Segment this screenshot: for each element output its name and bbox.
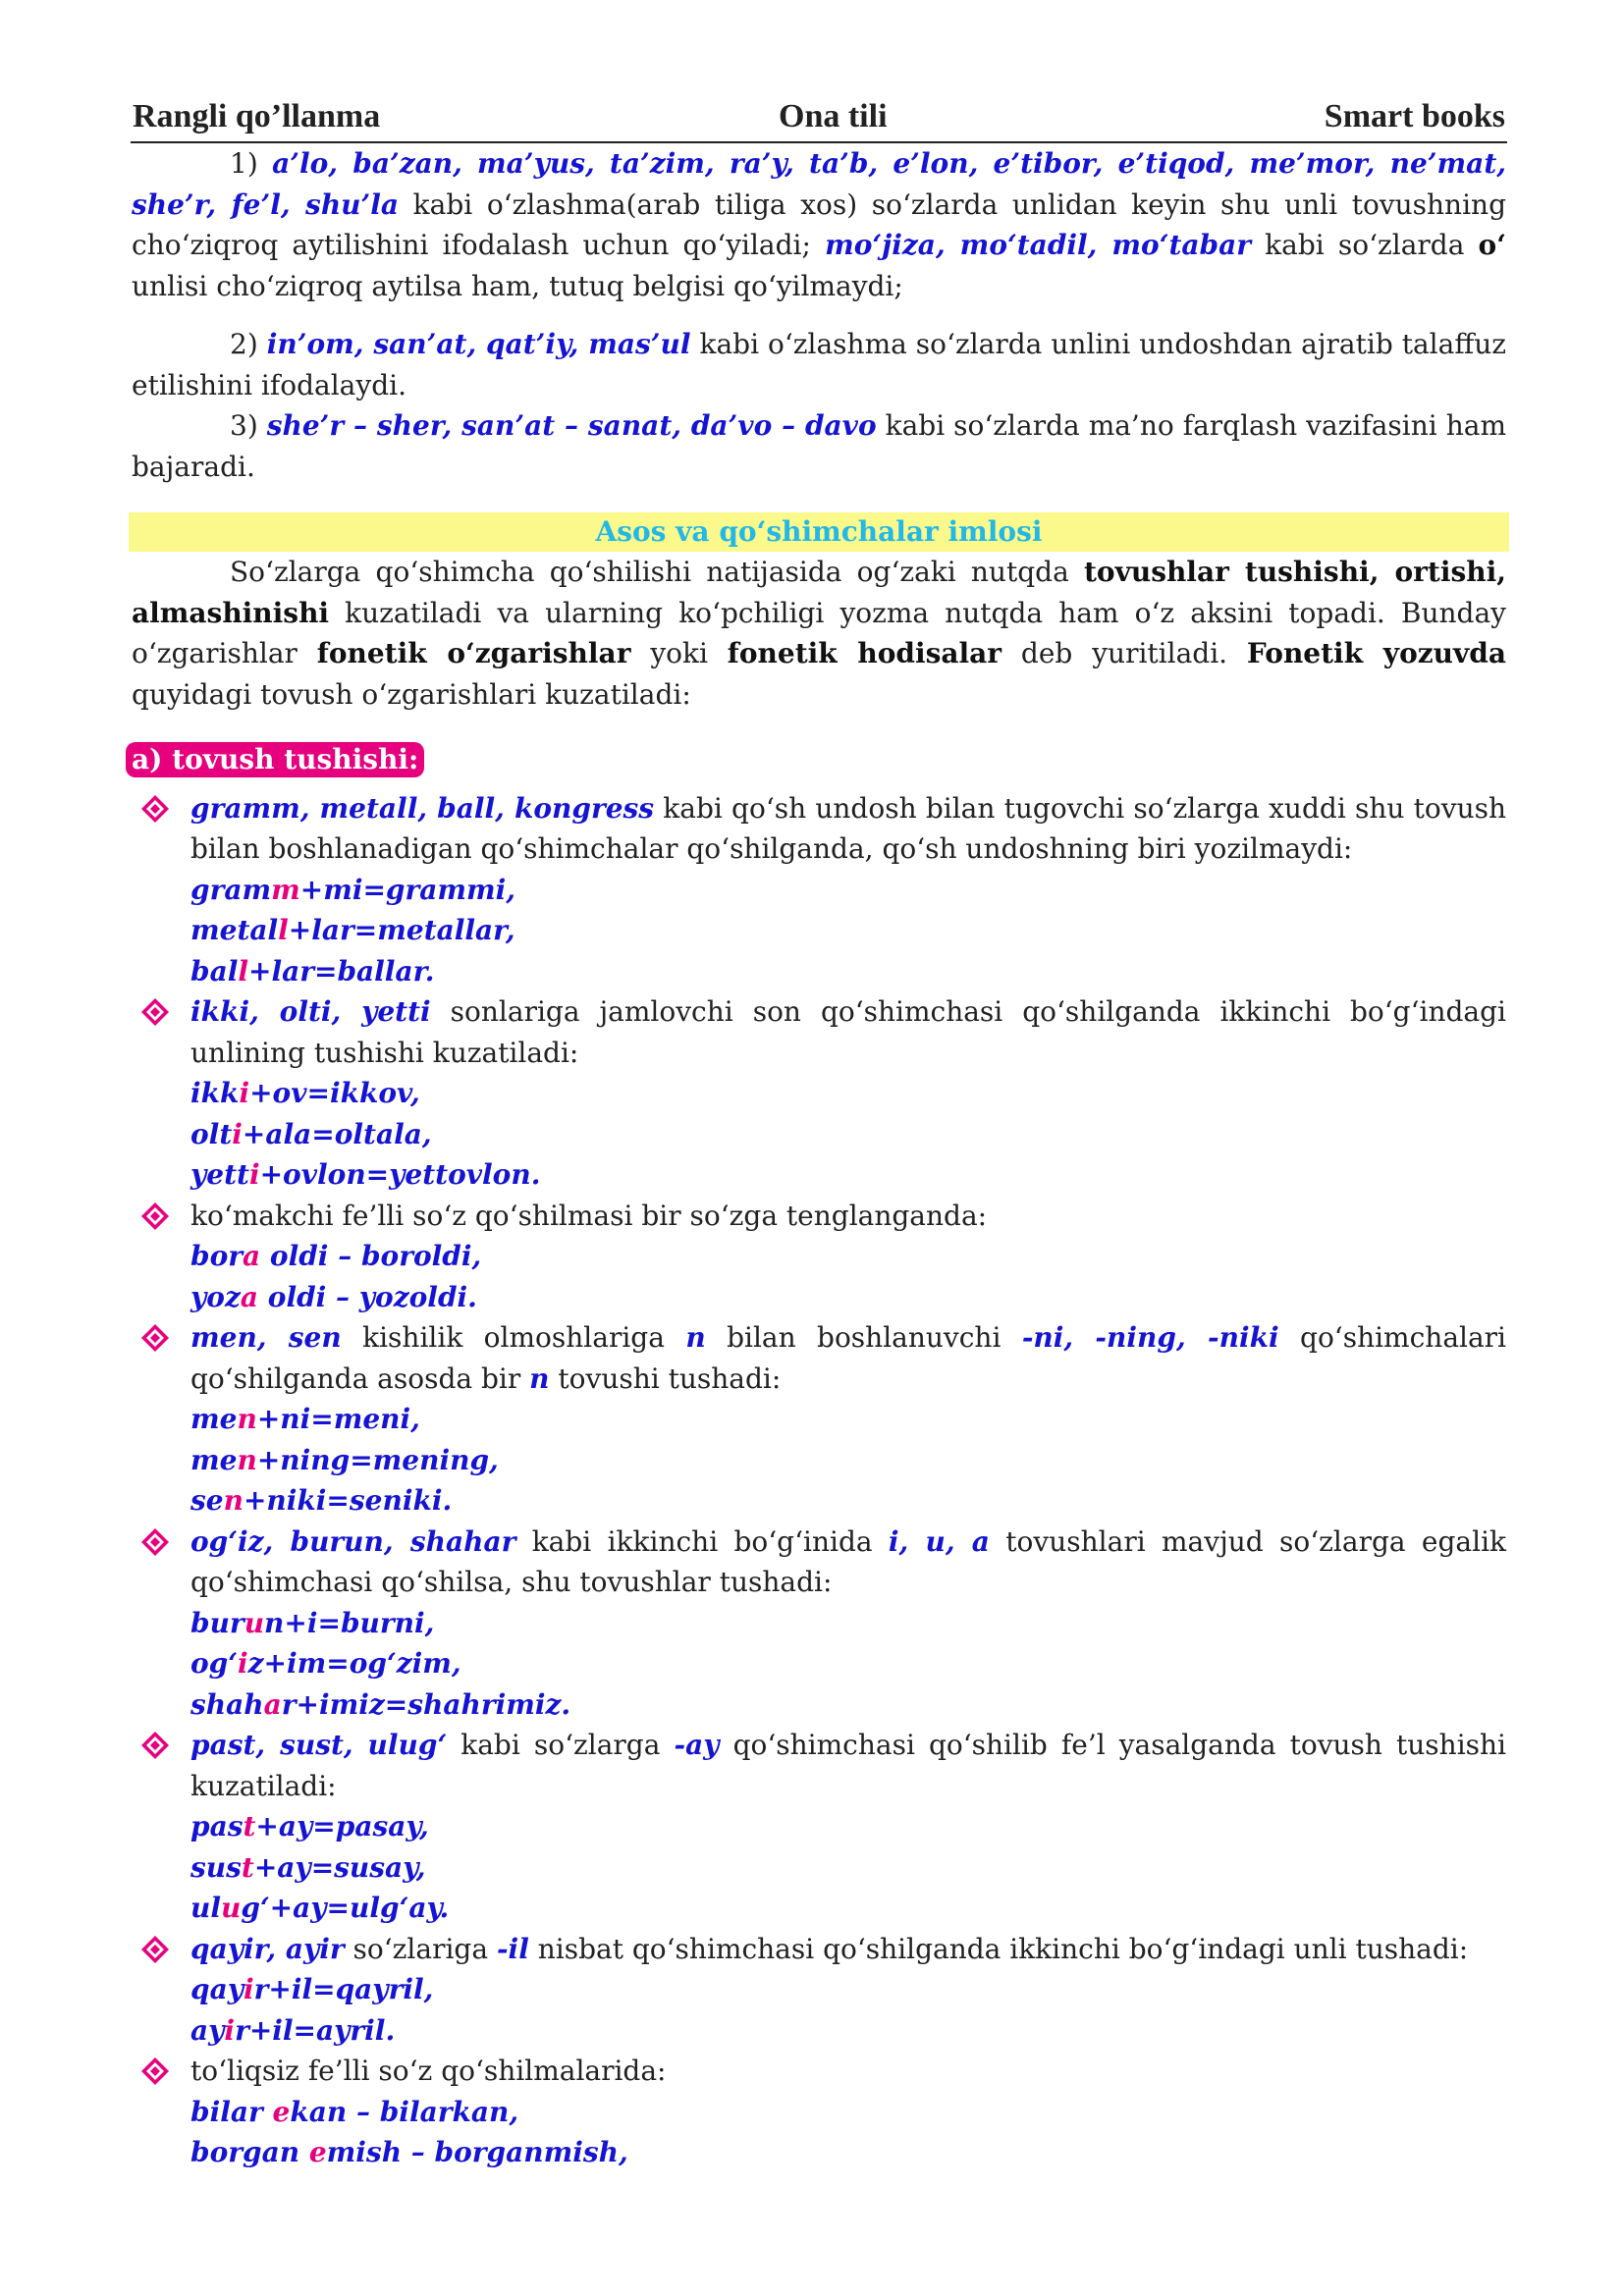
subheading: a) tovush tushishi: (126, 742, 424, 777)
diamond-bullet-icon (139, 1322, 171, 1354)
example-line: qayir+il=qayril, (190, 1973, 434, 2005)
text: bilan boshlanuvchi (705, 1321, 1022, 1354)
text: kabi o‘zlashma(arab tiliga xos) so‘zlarda unlidan keyin shu unli tovushning cho‘ziqroq aytilishini ifodalash uchun qo‘yiladi; (132, 187, 1506, 261)
text: tovushi tushadi: (549, 1362, 782, 1395)
example-line: ayir+il=ayril. (190, 2013, 396, 2047)
example-line: men+ni=meni, (190, 1403, 420, 1435)
text: So‘zlarga qo‘shimcha qo‘shilishi natijasida og‘zaki nutqda (230, 556, 1084, 588)
example-line: metall+lar=metallar, (190, 914, 515, 946)
number: 3) (230, 409, 267, 442)
text: qo‘shimchasi qo‘shilib fe’l yasalganda tovush tushishi kuzatiladi: (190, 1729, 1506, 1802)
example-line: yoza oldi – yozoldi. (190, 1280, 477, 1313)
example-line: past+ay=pasay, (190, 1810, 429, 1842)
example-line: shahar+imiz=shahrimiz. (190, 1687, 571, 1721)
example-line: ikki+ov=ikkov, (190, 1077, 420, 1109)
example-words: ikki, olti, yetti (190, 995, 431, 1028)
header-left: Rangli qo’llanma (133, 98, 381, 134)
diamond-bullet-icon (139, 1730, 171, 1761)
example-line: yetti+ovlon=yettovlon. (190, 1158, 541, 1191)
example-words: mo‘jiza, mo‘tadil, mo‘tabar (825, 229, 1252, 261)
example-line: sust+ay=susay, (190, 1850, 426, 1884)
intro-paragraph-2 (132, 324, 1506, 405)
diamond-bullet-icon (139, 1934, 171, 1965)
bold-letter: o‘ (1478, 229, 1506, 261)
list-item (132, 991, 1506, 1196)
list-item (132, 2051, 1506, 2173)
example-line: ulug‘+ay=ulg‘ay. (190, 1892, 450, 1924)
example-line: sen+niki=seniki. (190, 1484, 453, 1517)
text: yoki (630, 637, 728, 669)
bold-term: fonetik hodisalar (727, 637, 1002, 669)
section-paragraph (132, 552, 1506, 715)
list-item (132, 1522, 1506, 1726)
text: to‘liqsiz fe’lli so‘z qo‘shilmalarida: (190, 2055, 667, 2087)
list-item (132, 1317, 1506, 1522)
diamond-bullet-icon (139, 1526, 171, 1558)
diamond-bullet-icon (139, 2056, 171, 2087)
text: nisbat qo‘shimchasi qo‘shilganda ikkinchi bo‘g‘indagi unli tushadi: (528, 1932, 1469, 1965)
section-title: Asos va qo‘shimchalar imlosi (129, 512, 1509, 552)
example-line: og‘iz+im=og‘zim, (190, 1647, 461, 1680)
example-words: past, sust, ulug‘ (190, 1729, 448, 1761)
content (132, 143, 1506, 2173)
text: kuzatiladi va ularning ko‘pchiligi yozma nutqda ham o‘z aksini topadi. Bunday o‘zgarishlar (132, 596, 1506, 669)
text: tovushlari mavjud so‘zlarga egalik qo‘shimchasi qo‘shilsa, shu tovushlar tushadi: (190, 1524, 1506, 1598)
example-words: i, u, a (888, 1524, 990, 1558)
text: kishilik olmoshlariga (341, 1321, 686, 1354)
example-words: n (529, 1362, 550, 1395)
header-center: Ona tili (779, 98, 888, 134)
number: 1) (230, 147, 273, 180)
example-words: -ay (674, 1729, 720, 1761)
text: qo‘shimchalari qo‘shilganda asosda bir (190, 1321, 1507, 1395)
example-line: men+ning=mening, (190, 1443, 499, 1476)
text: unlisi cho‘ziqroq aytilsa ham, tutuq belgisi qo‘yilmaydi; (132, 269, 903, 302)
text: kabi o‘zlashma so‘zlarda unlini undoshdan ajratib talaffuz etilishini ifodalaydi. (132, 328, 1506, 401)
example-line: borgan emish – borganmish, (190, 2136, 628, 2168)
bold-term: tovushlar tushishi, ortishi, almashinishi (132, 556, 1506, 629)
page-header (131, 96, 1507, 143)
text: kabi ikkinchi bo‘g‘inida (515, 1524, 889, 1558)
example-words: n (685, 1321, 706, 1354)
text: kabi so‘zlarga (447, 1729, 675, 1761)
text: kabi so‘zlarda (1251, 229, 1479, 261)
example-words: qayir, ayir (190, 1932, 345, 1965)
text: deb yuritiladi. (1001, 637, 1247, 669)
list-item (132, 788, 1506, 992)
example-words: a’lo, ba’zan, ma’yus, ta’zim, ra’y, ta’b, e’lon, e’tibor, e’tiqod, me’mor, ne’mat, she’r, fe’l, shu’la (132, 147, 1506, 221)
example-words: -il (496, 1932, 529, 1965)
text: ko‘makchi fe’lli so‘z qo‘shilmasi bir so‘zga tenglanganda: (190, 1199, 988, 1232)
bold-term: fonetik o‘zgarishlar (316, 637, 631, 669)
example-line: olti+ala=oltala, (190, 1117, 432, 1150)
example-words: -ni, -ning, -niki (1021, 1321, 1279, 1354)
example-words: gramm, metall, ball, kongress (190, 791, 655, 825)
intro-paragraph-3 (132, 405, 1506, 487)
number: 2) (230, 328, 267, 360)
bold-term: Fonetik yozuvda (1246, 637, 1506, 669)
example-line: ball+lar=ballar. (190, 954, 435, 988)
intro-paragraph-1 (132, 143, 1506, 306)
example-words: og‘iz, burun, shahar (190, 1524, 516, 1558)
example-line: burun+i=burni, (190, 1606, 435, 1639)
example-words: she’r – sher, san’at – sanat, da’vo – davo (266, 409, 877, 442)
list-item (132, 1196, 1506, 1318)
diamond-bullet-icon (139, 996, 171, 1028)
diamond-bullet-icon (139, 793, 171, 825)
text: sonlariga jamlovchi son qo‘shimchasi qo‘shilganda ikkinchi bo‘g‘indagi unlining tushishi kuzatiladi: (190, 995, 1506, 1069)
list-item (132, 1929, 1506, 2052)
example-line: bora oldi – boroldi, (190, 1240, 482, 1272)
example-line: gramm+mi=grammi, (190, 873, 516, 906)
list-item (132, 1725, 1506, 1929)
rule-list (132, 788, 1506, 2173)
example-line: bilar ekan – bilarkan, (190, 2095, 519, 2128)
text: kabi qo‘sh undosh bilan tugovchi so‘zlarga xuddi shu tovush bilan boshlanadigan qo‘shimchalar qo‘shilganda, qo‘sh undoshning biri yozilmaydi: (190, 791, 1507, 865)
text: so‘zlariga (344, 1932, 497, 1965)
header-right: Smart books (1324, 98, 1505, 134)
example-words: men, sen (190, 1321, 342, 1354)
text: kabi so‘zlarda ma’no farqlash vazifasini ham bajaradi. (132, 409, 1507, 483)
diamond-bullet-icon (139, 1201, 171, 1232)
text: quyidagi tovush o‘zgarishlari kuzatiladi: (132, 677, 691, 711)
example-words: in’om, san’at, qat’iy, mas’ul (266, 328, 691, 360)
